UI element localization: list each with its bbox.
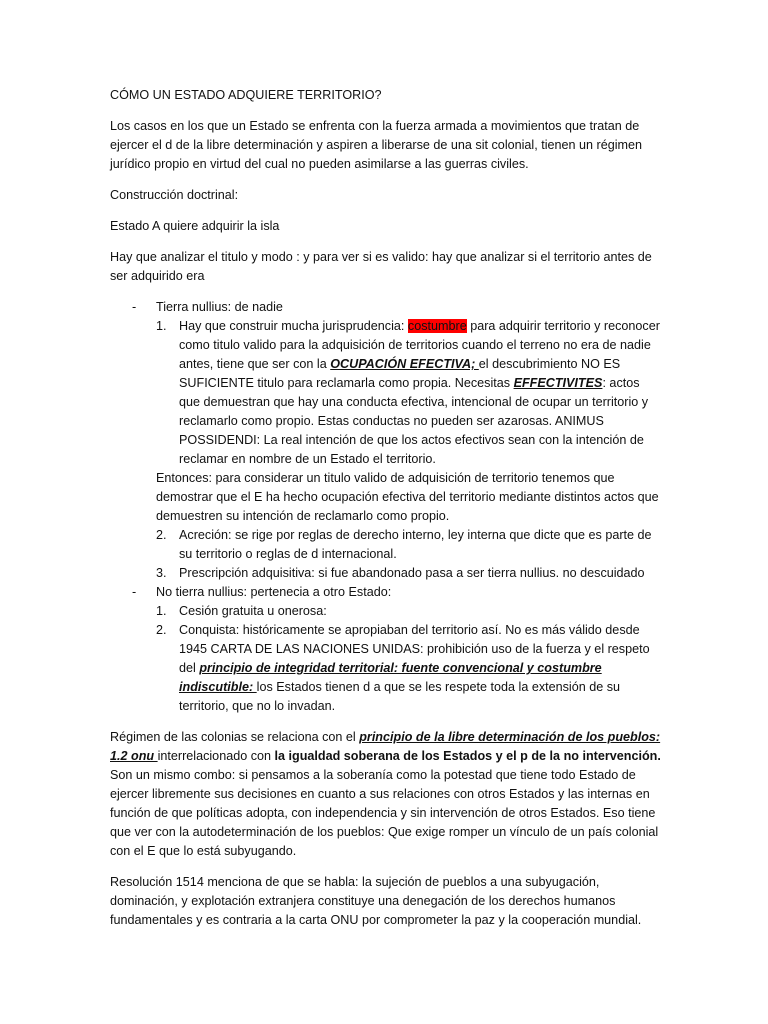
list-item-no-tierra-nullius <box>156 583 662 716</box>
emphasis-ocupacion: OCUPACIÓN EFECTIVA; <box>330 357 479 371</box>
text-span: : actos que demuestran que hay una conducta efectiva, intencional de ocupar un territorio y reclamarlo como propio. Estas conductas no pueden ser azarosas. ANIMUS POSSIDENDI: La real intención de que los actos efectivos sean con la intención de reclamar en nombre de un Estado el territorio. <box>179 376 649 466</box>
tierra-nullius-sublist <box>156 317 662 469</box>
paragraph-construccion: Construcción doctrinal: <box>110 188 239 202</box>
emphasis-libre-determinacion: principio de la libre determinación de los pueblos: 1.2 onu <box>110 730 661 763</box>
item-number: 1. <box>156 604 167 618</box>
text-span: Son un mismo combo: si pensamos a la soberanía como la potestad que tiene todo Estado de ejercer libremente sus decisiones en cuanto a sus relaciones con otros Estados y las internas en función de que políticas adopta, con independencia y sin intervención de otros Estados. Eso tiene que ver con la autodeterminación de los pueblos: Que exige romper un vínculo de un país colonial con el E que lo está subyugando. <box>110 768 659 858</box>
text-span: interrelacionado con <box>157 749 275 763</box>
item-number: 1. <box>156 319 167 333</box>
sublist-item-cesion <box>156 602 662 621</box>
highlighted-text: costumbre <box>407 319 467 333</box>
text-span: Prescripción adquisitiva: si fue abandonado pasa a ser tierra nullius. no descuidado <box>179 566 645 580</box>
emphasis-integridad-territorial: principio de integridad territorial: fuente convencional y costumbre indiscutible: <box>179 661 602 694</box>
paragraph-analisis: Hay que analizar el titulo y modo : y para ver si es valido: hay que analizar si el territorio antes de ser adquirido era <box>110 250 652 283</box>
sublist-item-prescripcion <box>156 564 662 583</box>
paragraph-estado-a: Estado A quiere adquirir la isla <box>110 219 280 233</box>
text-span: los Estados tienen d a que se les respete toda la extensión de su territorio, que no lo invadan. <box>179 680 621 713</box>
text-span: Cesión gratuita u onerosa: <box>179 604 327 618</box>
text-span: el descubrimiento NO ES SUFICIENTE titulo para reclamarla como propia. Necesitas <box>179 357 621 390</box>
item-number: 3. <box>156 566 167 580</box>
text-span: para adquirir territorio y reconocer como titulo valido para la adquisición de territorios cuando el terreno no era de nadie antes, tiene que ser con la <box>179 319 660 371</box>
item-number: 2. <box>156 528 167 542</box>
territory-list <box>110 298 662 716</box>
tierra-nullius-sublist-continued <box>156 526 662 583</box>
sublist-item-acrecion <box>156 526 662 564</box>
no-tierra-nullius-sublist <box>156 602 662 716</box>
paragraph-intro: Los casos en los que un Estado se enfrenta con la fuerza armada a movimientos que tratan de ejercer el d de la libre determinación y aspiren a liberarse de una sit colonial, tienen un régimen jurídico propio en virtud del cual no pueden asimilarse a las guerras civiles. <box>110 119 643 171</box>
paragraph-regimen-colonias <box>110 728 662 861</box>
list-item-tierra-nullius <box>156 298 662 583</box>
list-item-label: No tierra nullius: pertenecia a otro Estado: <box>156 585 392 599</box>
document-body <box>110 86 662 942</box>
text-span: Hay que construir mucha jurisprudencia: <box>179 319 408 333</box>
document-title: CÓMO UN ESTADO ADQUIERE TERRITORIO? <box>110 88 382 102</box>
paragraph-entonces: Entonces: para considerar un titulo valido de adquisición de territorio tenemos que demostrar que el E ha hecho ocupación efectiva del territorio mediante distintos actos que demuestren su intención de reclamarlo como propio. <box>156 471 659 523</box>
text-span: Acreción: se rige por reglas de derecho interno, ley interna que dicte que es parte de su territorio o reglas de d internacional. <box>179 528 652 561</box>
item-number: 2. <box>156 623 167 637</box>
list-item-label: Tierra nullius: de nadie <box>156 300 283 314</box>
bold-igualdad-soberana: la igualdad soberana de los Estados y el p de la no intervención. <box>274 749 661 763</box>
text-span: Régimen de las colonias se relaciona con el <box>110 730 360 744</box>
sublist-item-jurisprudencia <box>156 317 662 469</box>
paragraph-resolucion-1514: Resolución 1514 menciona de que se habla: la sujeción de pueblos a una subyugación, dominación, y explotación extranjera constituye una denegación de los derechos humanos fundamentales y es contraria a la carta ONU por comprometer la paz y la cooperación mundial. <box>110 875 642 927</box>
emphasis-effectivites: EFFECTIVITES <box>513 376 603 390</box>
text-span: Conquista: históricamente se apropiaban del territorio así. No es más válido desde 1945 CARTA DE LAS NACIONES UNIDAS: prohibición uso de la fuerza y el respeto del <box>179 623 650 675</box>
sublist-item-conquista <box>156 621 662 716</box>
